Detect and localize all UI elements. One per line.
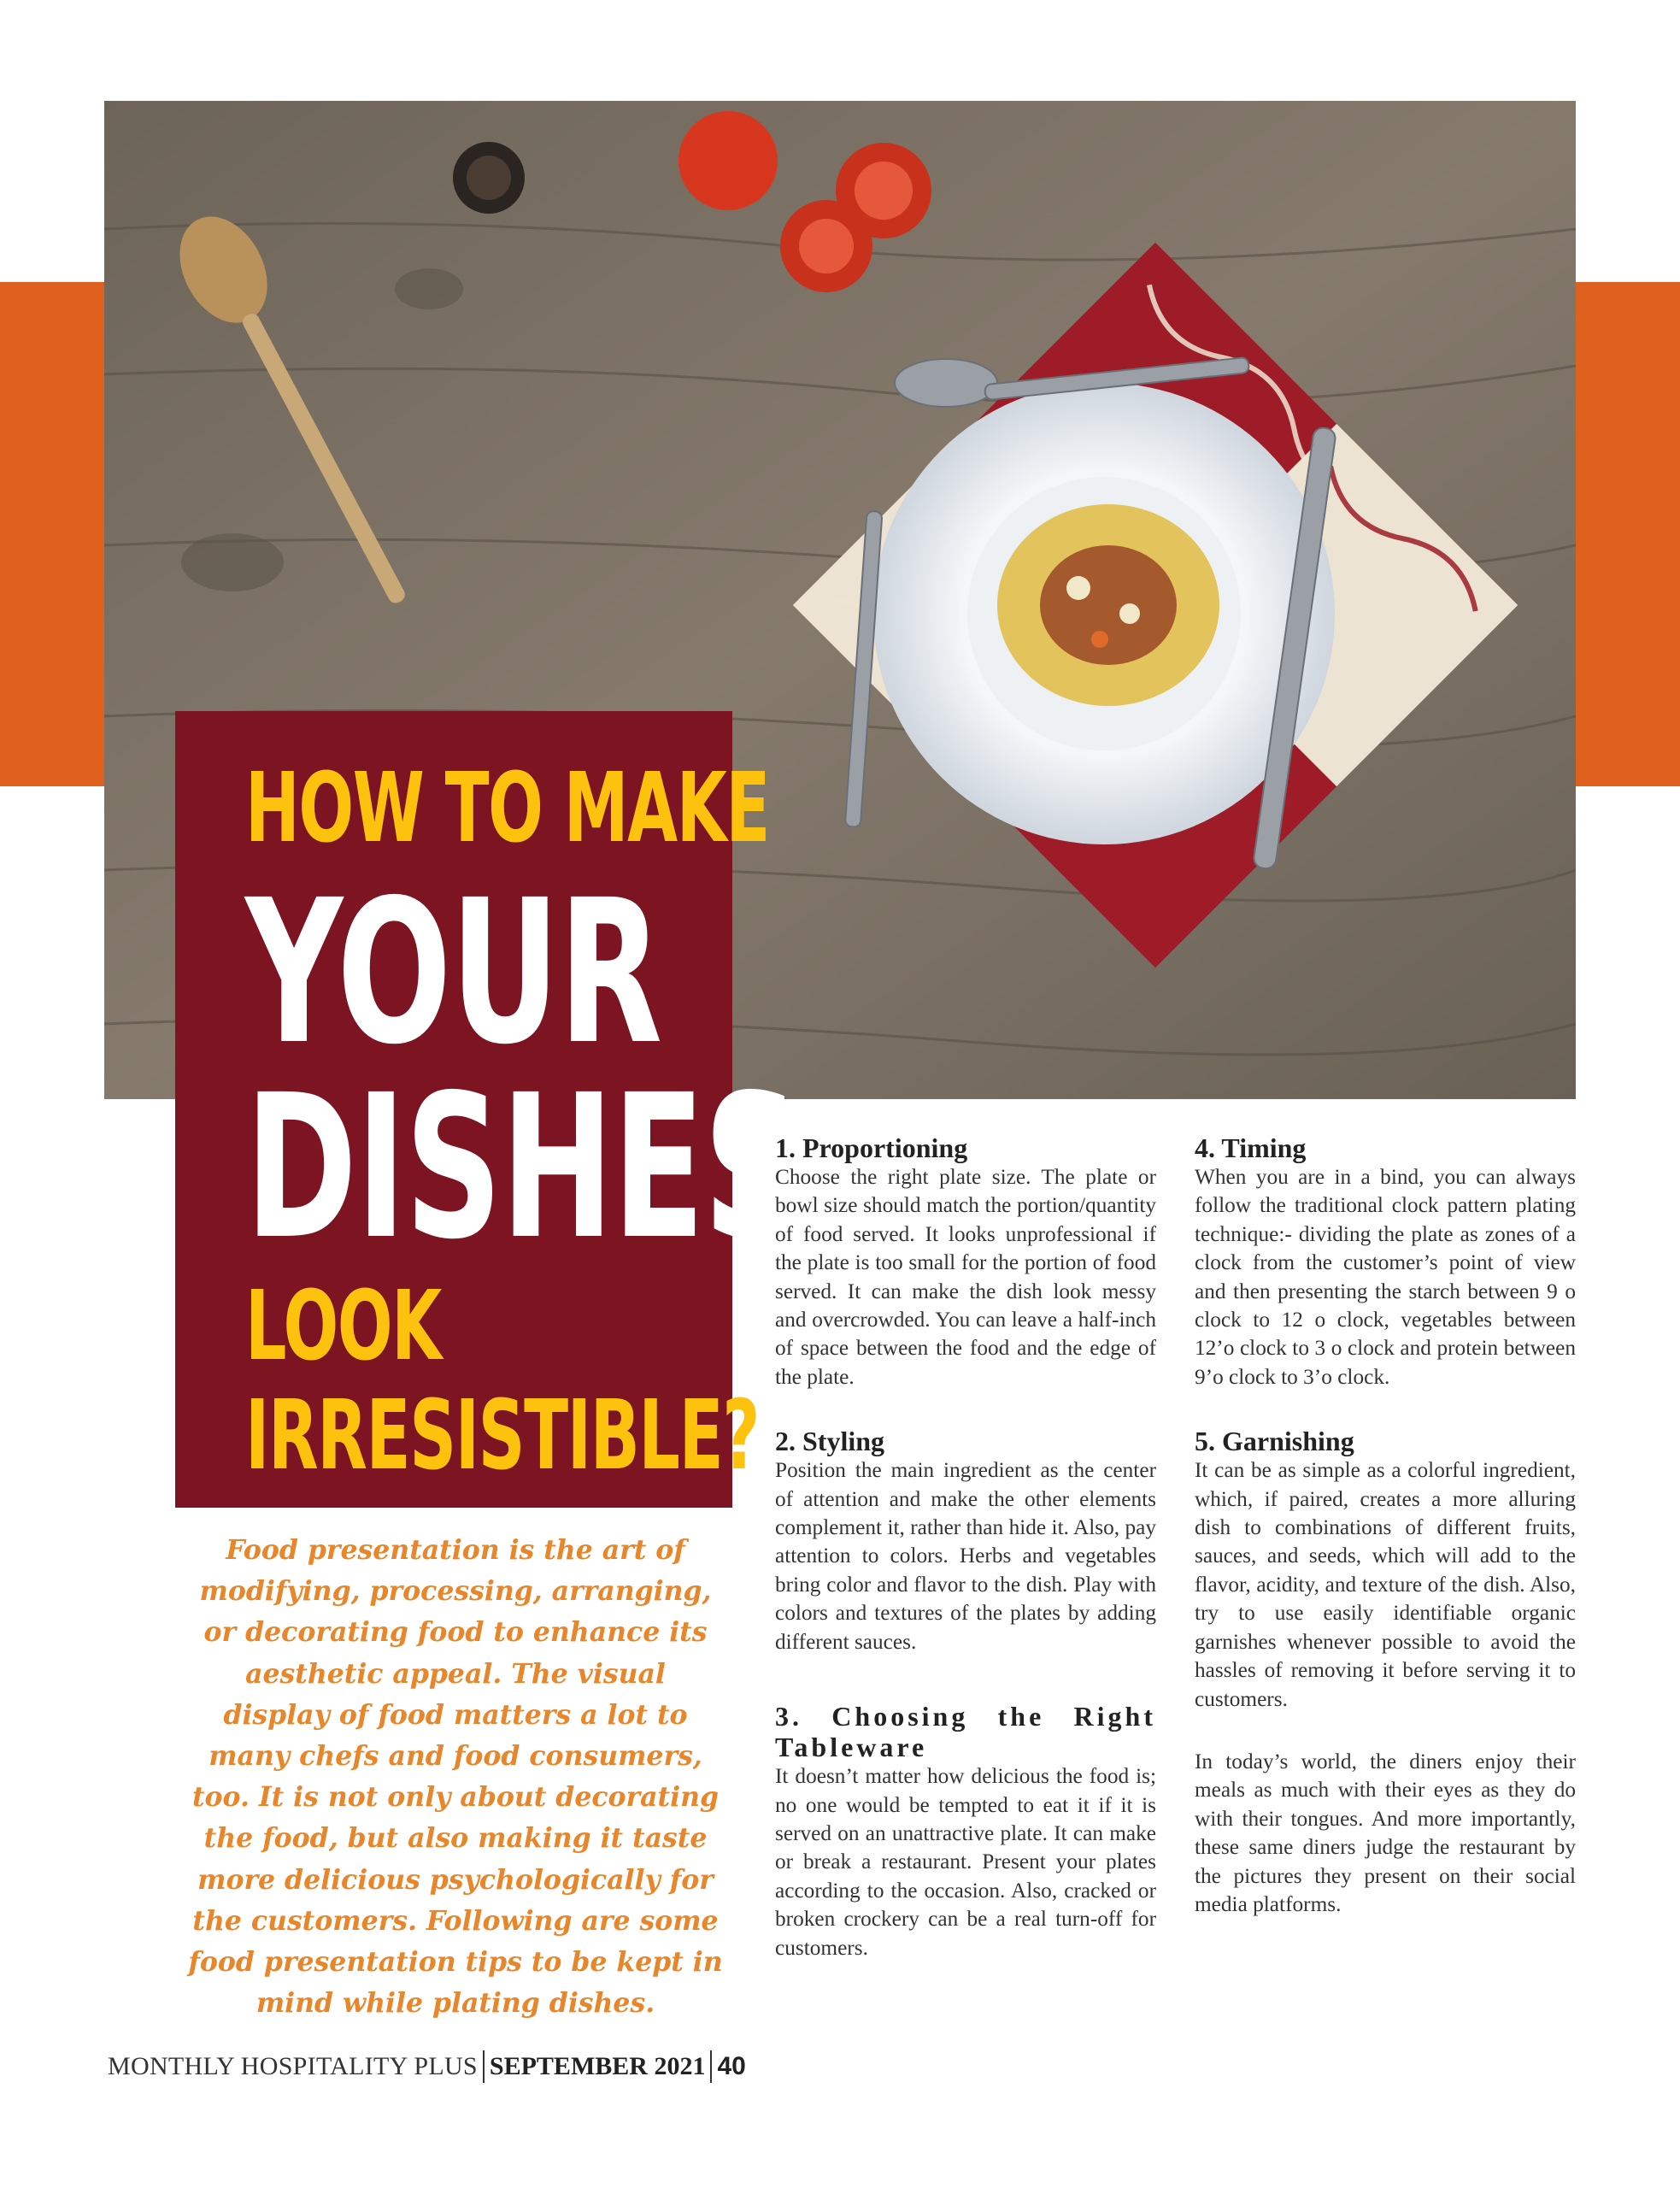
page-footer [108, 2050, 746, 2084]
section-heading-timing: 4. Timing [1195, 1132, 1307, 1163]
title-line-how-to-make: HOW TO MAKE [245, 753, 770, 864]
page-number: 40 [717, 2052, 746, 2080]
intro-text: Food presentation is the art of modifying, processing, arranging, or decorating food to enhance its aesthetic appeal. The visual display of food matters a lot to many chefs and food consumers, too. It is not only about decorating the food, but also making it taste more delicious psychologically for the customers. Following are some food presentation tips to be kept in mind while plating dishes. [188, 1534, 723, 2020]
section-body-timing: When you are in a bind, you can always follow the traditional clock pattern plating technique:- dividing the plate as zones of a clock from the customer’s point of view and then presenting the starch between 9 o clock to 12 o clock, vegetables between 12’o clock to 3 o clock and protein between 9’o clock to 3’o clock. [1195, 1165, 1576, 1389]
title-line-dishes: DISHES [245, 1052, 800, 1283]
section-body-garnishing: It can be as simple as a colorful ingredient, which, if paired, creates a more alluring dish to combinations of different fruits, sauces, and seeds, which will add to the flavor, acidity, and texture of the dish. Also, try to use easily identifiable organic garnishes whenever possible to avoid the hassles of removing it before serving it to customers. [1195, 1458, 1576, 1711]
orange-accent-band-right [1574, 282, 1680, 786]
title-line-look: LOOK [245, 1271, 441, 1382]
orange-accent-band-left [0, 282, 106, 786]
section-heading-proportioning: 1. Proportioning [775, 1132, 968, 1163]
section-body-styling: Position the main ingredient as the center of attention and make the other elements complement it, rather than hide it. Also, pay attention to colors. Herbs and vegetables bring color and flavor to the dish. Play with colors and textures of the plates by adding different sauces. [775, 1458, 1156, 1654]
article-column-left [775, 1132, 1156, 1962]
footer-divider [710, 2050, 712, 2083]
section-heading-styling: 2. Styling [775, 1426, 885, 1457]
title-box [175, 711, 800, 1508]
footer-divider [483, 2050, 485, 2083]
section-heading-garnishing: 5. Garnishing [1195, 1426, 1354, 1457]
title-line-irresistible: IRRESISTIBLE? [245, 1380, 760, 1491]
section-body-tableware: It doesn’t matter how delicious the food is; no one would be tempted to eat it if it is served on an unattractive plate. It can make or break a restaurant. Present your plates according to the occasion. Also, cracked or broken crockery can be a real turn-off for customers. [775, 1764, 1156, 1960]
closing-paragraph: In today’s world, the diners enjoy their meals as much with their eyes as they do with their tongues. And more importantly, these same diners judge the restaurant by the pictures they present on their social media platforms. [1195, 1749, 1576, 1916]
section-body-proportioning: Choose the right plate size. The plate or bowl size should match the portion/quantity of food served. It looks unprofessional if the plate is too small for the portion of food served. It can make the dish look messy and overcrowded. You can leave a half-inch of space between the food and the edge of the plate. [775, 1165, 1156, 1389]
issue-date: SEPTEMBER 2021 [489, 2052, 706, 2080]
article-column-right [1195, 1132, 1576, 1919]
title-line-your: YOUR [245, 857, 661, 1088]
section-heading-tableware: 3. Choosing the Right Tableware [775, 1701, 1156, 1763]
publication-name: MONTHLY HOSPITALITY PLUS [108, 2052, 478, 2080]
